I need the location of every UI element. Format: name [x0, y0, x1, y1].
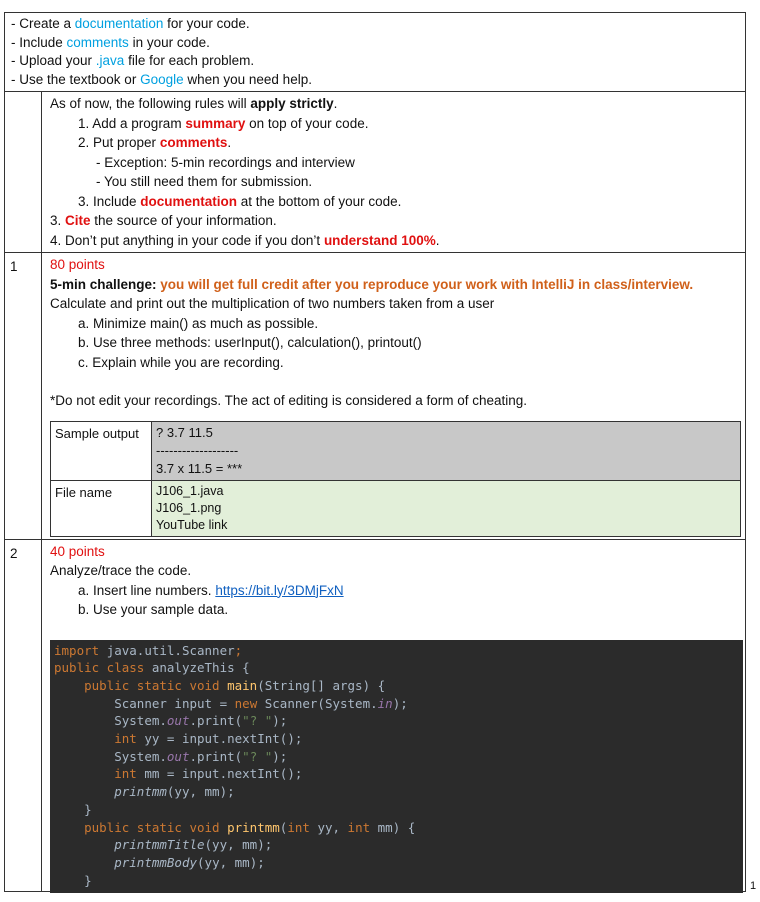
- problem-1-row: [5, 252, 745, 539]
- sample-output-label: Sample output: [51, 421, 152, 480]
- file-name-label: File name: [51, 480, 152, 536]
- strict-rules-row: [5, 91, 745, 252]
- rules-list: [5, 13, 745, 91]
- general-rules: [5, 13, 745, 91]
- problem-2-row: [5, 539, 745, 891]
- line-numbers-link[interactable]: https://bit.ly/3DMjFxN: [215, 582, 344, 598]
- problem-2: 40 points Analyze/trace the code. a. Insert line numbers. https://bit.ly/3DMjFxN b. Use your sample data. import java.util.Scanner; public class analyzeThis { public static void main(String[] args) { Scanner input = new Scanner(System.in); System.out.print("? "); int yy = input.nextInt(); System.out.print("? "); int mm = input.nextInt(); printmm(yy, mm); } public static void printmm(int yy, int mm) { printmmTitle(yy, mm); printmmBody(yy, mm); }: [42, 540, 745, 891]
- rule-item: - Upload your .java file for each problem.: [11, 53, 255, 68]
- page-marker: 1: [750, 880, 757, 892]
- problem-1: 80 points 5-min challenge: you will get full credit after you reproduce your work with IntelliJ in class/interview. Calculate and print out the multiplication of two numbers taken from a user a. Minimize main() as much as possible. b. Use three methods: userInput(), calculation(), printout() c. Explain while you are recording. *Do not edit your recordings. The act of editing is considered a form of cheating. Sample output ? 3.7 11.5 ------------------- 3.7 x 11.5 = *** File name J106_1.java J106_1.png YouTube link: [42, 253, 745, 539]
- assignment-document: [4, 12, 746, 892]
- points: 80 points: [50, 257, 105, 272]
- sample-output: ? 3.7 11.5 ------------------- 3.7 x 11.5 = ***: [152, 421, 741, 480]
- strict-rules: As of now, the following rules will apply strictly. 1. Add a program summary on top of your code. 2. Put proper comments. - Exception: 5-min recordings and interview - You still need them for submission. 3. Include documentation at the bottom of your code. 3. Cite the source of your information. 4. Don’t put anything in your code if you don’t understand 100%.: [50, 96, 440, 248]
- rule-item: - Include comments in your code.: [11, 34, 210, 50]
- problem-number: 2: [5, 540, 42, 891]
- file-names: J106_1.java J106_1.png YouTube link: [152, 480, 741, 536]
- points: 40 points: [50, 543, 105, 559]
- editing-note: *Do not edit your recordings. The act of editing is considered a form of cheating.: [50, 393, 528, 408]
- problem-number: 1: [5, 253, 42, 539]
- rule-item: - Create a documentation for your code.: [11, 16, 250, 31]
- io-table: [50, 421, 741, 537]
- row-number-cell: [5, 92, 42, 252]
- rule-item: - Use the textbook or Google when you need help.: [11, 71, 312, 87]
- code-block: import java.util.Scanner; public class analyzeThis { public static void main(String[] args) { Scanner input = new Scanner(System.in); System.out.print("? "); int yy = input.nextInt(); System.out.print("? "); int mm = input.nextInt(); printmm(yy, mm); } public static void printmm(int yy, int mm) { printmmTitle(yy, mm); printmmBody(yy, mm); }: [50, 640, 743, 894]
